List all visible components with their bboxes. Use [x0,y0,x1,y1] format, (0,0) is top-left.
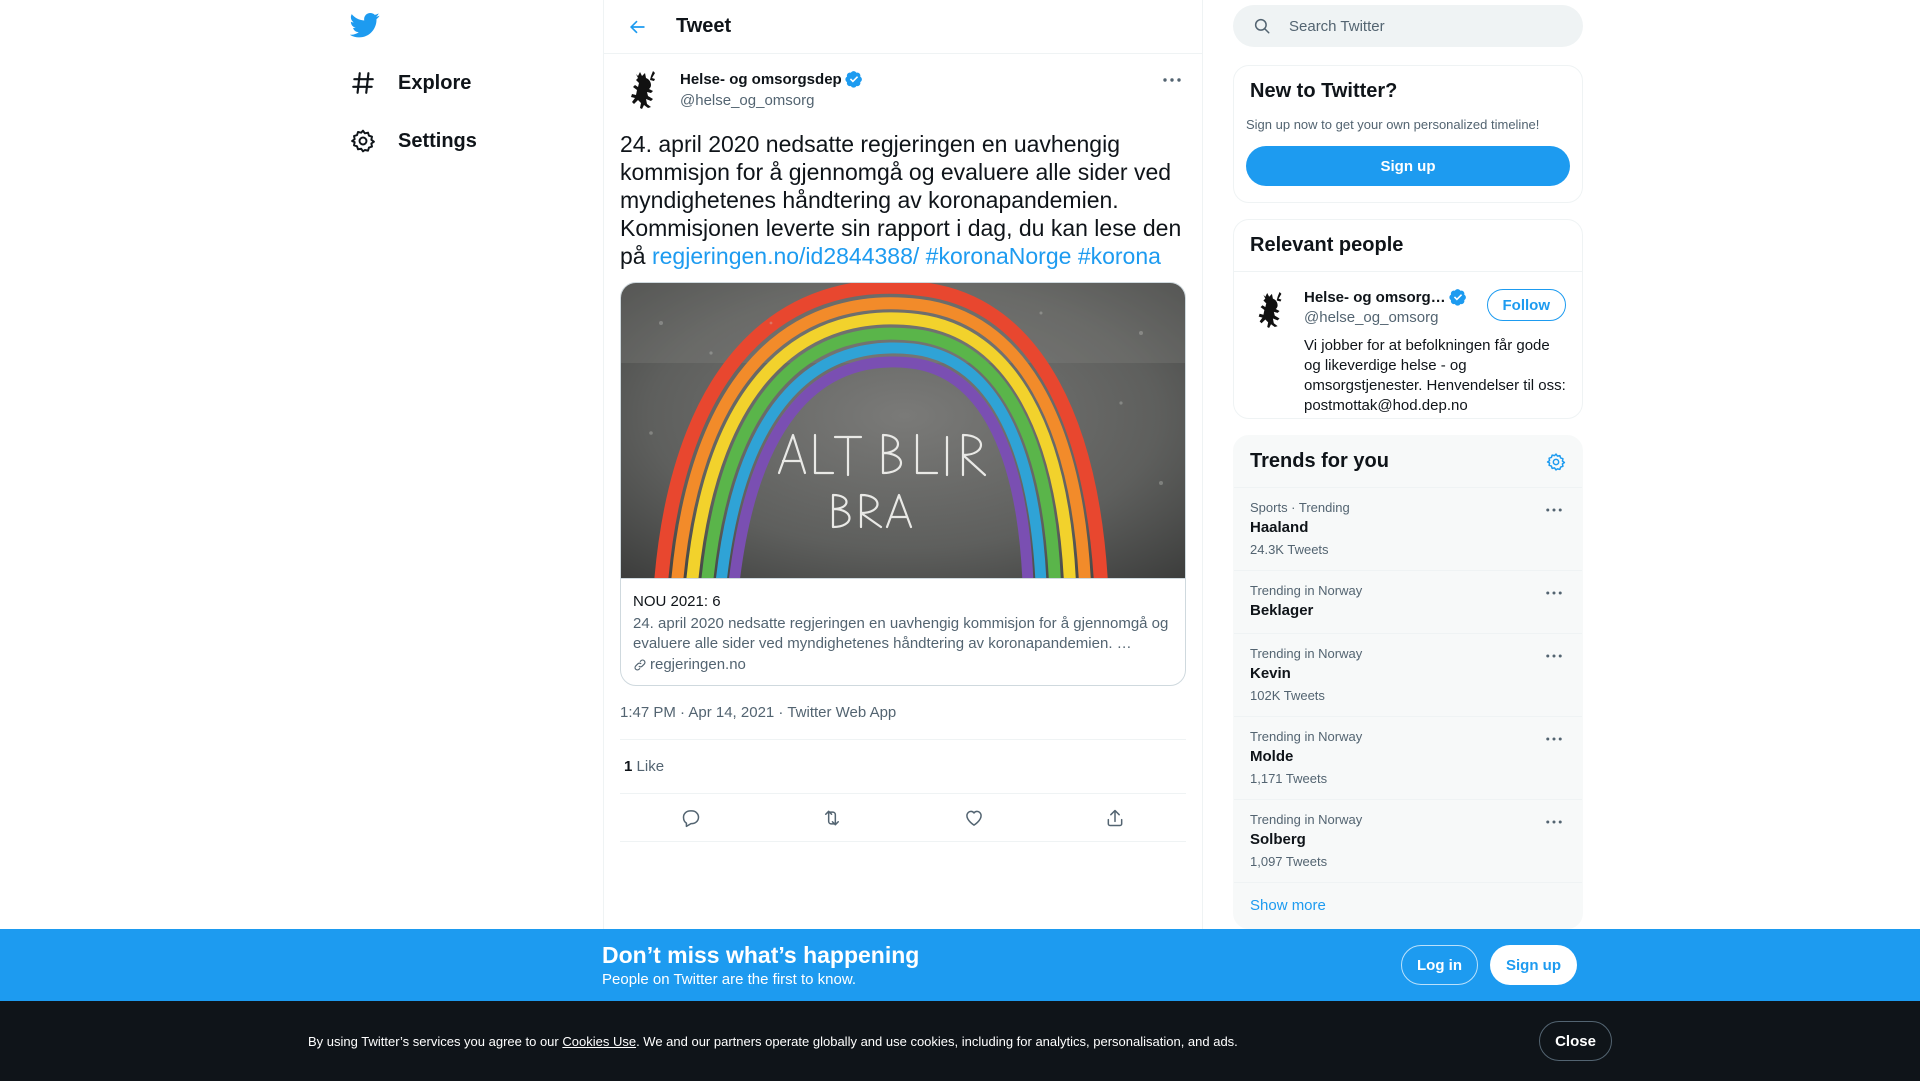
link-icon [633,658,647,672]
signup-panel [1233,65,1583,203]
relevant-person-handle: @helse_og_omsorg [1304,309,1439,326]
gear-icon [1546,452,1566,472]
search-icon [1253,17,1271,35]
signup-panel-subtitle: Sign up now to get your own personalized timeline! [1246,117,1540,132]
follow-button[interactable]: Follow [1487,289,1567,321]
page-title: Tweet [676,15,732,37]
like-button[interactable] [957,801,991,835]
retweet-icon [821,808,843,828]
verified-badge-icon [845,70,863,88]
like-count: 1 [624,758,633,775]
trends-title: Trends for you [1250,450,1389,472]
trend-name: Molde [1250,748,1294,765]
hashtag-icon [350,70,376,96]
verified-badge-icon [1449,288,1467,306]
nav-item-label: Settings [398,129,477,152]
trends-panel [1233,435,1583,929]
trend-count: 102K Tweets [1250,688,1325,703]
lion-crest-icon [625,69,663,111]
tweet-author-name[interactable] [680,70,863,88]
relevant-people-panel [1233,219,1583,419]
share-icon [1105,808,1125,828]
more-dots-icon [1546,737,1562,741]
card-domain [633,656,1173,673]
card-body [621,578,1185,685]
avatar[interactable] [1250,286,1292,334]
like-label: Like [636,758,665,775]
trend-more-button[interactable] [1542,500,1566,520]
tweet-author-name-text: Helse- og omsorgsdep [680,70,842,88]
nav-item-explore[interactable] [350,59,471,107]
tweet-likes[interactable] [620,740,1186,794]
search-box[interactable] [1233,5,1583,47]
reply-icon [681,808,701,828]
tweet [604,54,1202,842]
relevant-person-name-text: Helse- og omsorg… [1304,288,1446,306]
tweet-more-button[interactable] [1158,68,1186,92]
avatar[interactable] [620,66,668,114]
search-input[interactable] [1289,18,1549,35]
trend-item[interactable] [1234,488,1582,571]
cookies-use-link[interactable]: Cookies Use [562,1034,637,1049]
card-title: NOU 2021: 6 [633,593,721,610]
link-preview-card[interactable] [620,282,1186,686]
card-description: 24. april 2020 nedsatte regjeringen en uavhengig kommisjon for å gjennomgå og evaluere alle sider ved myndighetenes håndtering av koronapandemien. … [633,615,1169,652]
trend-count: 24.3K Tweets [1250,542,1329,557]
rainbow-window-image [621,283,1185,578]
trend-context: Trending in Norway [1250,812,1363,827]
banner-title: Don’t miss what’s happening [602,942,920,968]
cookie-bar [0,1001,1920,1081]
arrow-left-icon [627,17,647,37]
more-dots-icon [1163,78,1181,82]
lion-crest-icon [1253,290,1289,330]
main-header [604,0,1202,54]
relevant-person[interactable] [1234,271,1582,419]
trend-count: 1,097 Tweets [1250,854,1328,869]
hashtag-link[interactable]: #korona [1077,243,1161,269]
relevant-people-title: Relevant people [1250,234,1404,256]
trend-count: 1,171 Tweets [1250,771,1328,786]
tweet-text [620,130,1186,270]
relevant-person-bio: Vi jobber for at befolkningen får gode og likeverdige helse - og omsorgstjenester. Henvendelser til oss: postmottak@hod.dep.no [1304,337,1566,414]
trend-context: Trending in Norway [1250,583,1363,598]
share-button[interactable] [1098,801,1132,835]
cookie-text-after: . We and our partners operate globally and use cookies, including for analytics, personalisation, and ads. [636,1034,1238,1049]
banner-subtitle: People on Twitter are the first to know. [602,971,857,988]
more-dots-icon [1546,508,1562,512]
trend-more-button[interactable] [1542,583,1566,603]
trend-item[interactable] [1234,571,1582,634]
trend-context: Trending in Norway [1250,729,1363,744]
trend-more-button[interactable] [1542,729,1566,749]
login-button[interactable]: Log in [1401,945,1478,985]
nav-item-settings[interactable] [350,117,477,165]
trend-item[interactable] [1234,717,1582,800]
main-column [603,0,1203,1081]
banner-signup-button[interactable]: Sign up [1490,945,1577,985]
hashtag-link[interactable]: #koronaNorge [925,243,1072,269]
tweet-actions [620,794,1186,842]
trend-more-button[interactable] [1542,646,1566,666]
back-button[interactable] [620,10,654,44]
signup-panel-title: New to Twitter? [1250,80,1398,102]
trend-item[interactable] [1234,634,1582,717]
trend-item[interactable] [1234,800,1582,883]
trends-header [1234,436,1582,488]
signup-banner [0,929,1920,1001]
tweet-author-row [620,66,1186,118]
more-dots-icon [1546,820,1562,824]
retweet-button[interactable] [815,801,849,835]
tweet-author-handle: @helse_og_omsorg [680,92,815,109]
cookie-text [308,1034,1238,1049]
trend-name: Kevin [1250,665,1291,682]
gear-icon [350,128,376,154]
cookie-text-before: By using Twitter’s services you agree to our [308,1034,563,1049]
trend-name: Haaland [1250,519,1309,536]
cookie-close-button[interactable]: Close [1539,1021,1612,1061]
card-domain-text: regjeringen.no [650,656,746,673]
nav-item-label: Explore [398,71,472,94]
tweet-link[interactable]: regjeringen.no/id2844388/ [651,243,920,269]
trend-context: Sports · Trending [1250,500,1350,515]
tweet-timestamp[interactable]: 1:47 PM · Apr 14, 2021 · Twitter Web App [620,686,1186,740]
trend-name: Solberg [1250,831,1306,848]
reply-button[interactable] [674,801,708,835]
trends-settings-button[interactable] [1546,452,1566,472]
show-more-link[interactable]: Show more [1250,897,1326,914]
more-dots-icon [1546,654,1562,658]
trend-context: Trending in Norway [1250,646,1363,661]
trend-more-button[interactable] [1542,812,1566,832]
more-dots-icon [1546,591,1562,595]
tweet-author-info[interactable] [680,66,863,109]
tweet-text-body: 24. april 2020 nedsatte regjeringen en uavhengig kommisjon for å gjennomgå og evaluere alle sider ved myndighetenes håndtering av koronapandemien. Kommisjonen leverte sin rapport i dag, du kan lese den på [620,131,1182,269]
card-image [621,283,1185,578]
sidebar-signup-button[interactable]: Sign up [1246,146,1570,186]
trend-name: Beklager [1250,602,1314,619]
heart-icon [964,808,984,828]
twitter-bird-icon[interactable] [350,10,382,42]
